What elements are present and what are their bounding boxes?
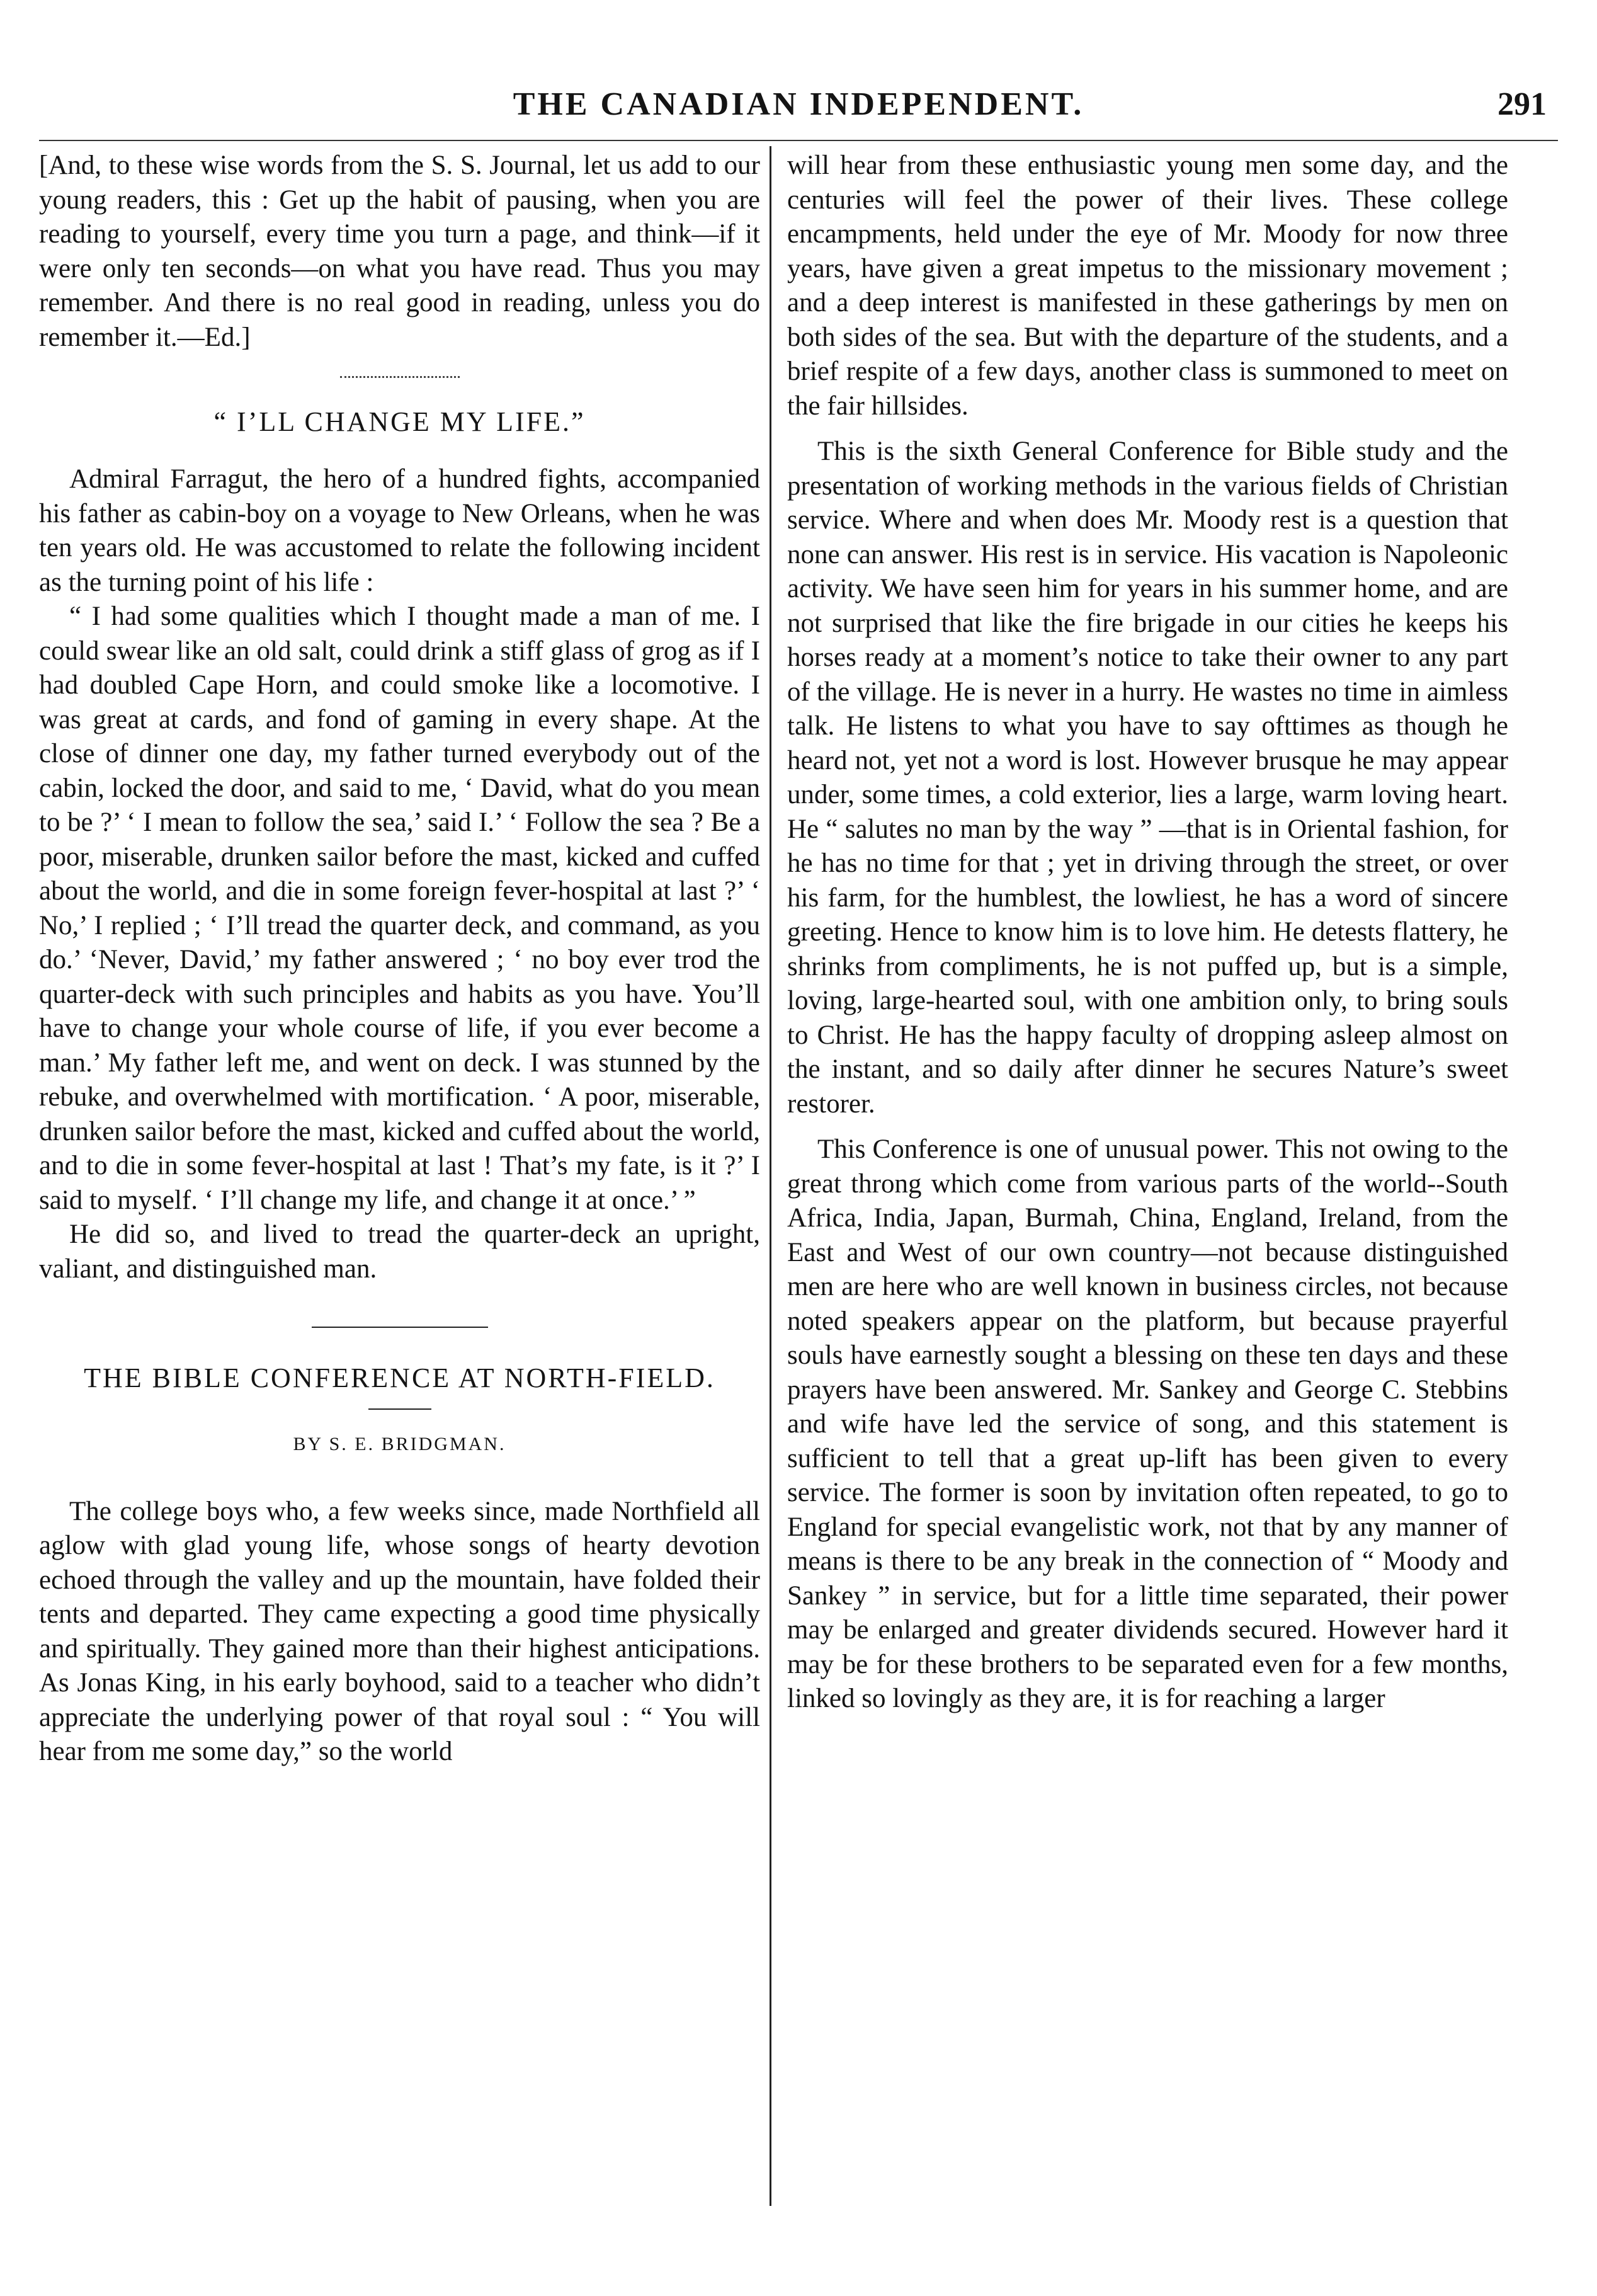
column-divider [770, 146, 771, 2206]
right-column [787, 149, 1508, 1716]
paragraph: The college boys who, a few weeks since, made Northfield all aglow with glad young life, whose songs of hearty devotion echoed through the valley and up the mountain, have folded their tents and departed. They came expecting a good time physically and spiritually. They gained more than their highest anticipations. As Jonas King, in his early boyhood, said to a teacher who didn’t appreciate the underlying power of that royal soul : “ You will hear from me some day,” so the world [39, 1496, 760, 1766]
left-column [39, 149, 760, 1769]
running-title: THE CANADIAN INDEPENDENT. [513, 86, 1084, 122]
paragraph: He did so, and lived to tread the quarter-deck an upright, valiant, and distinguished man. [39, 1219, 760, 1284]
paragraph: “ I had some qualities which I thought made a man of me. I could swear like an old salt, could drink a stiff glass of grog as if I had doubled Cape Horn, and could smoke like a locomotive. I was great at cards, and fond of gaming in every shape. At the close of dinner one day, my father turned everybody out of the cabin, locked the door, and said to me, ‘ David, what do you mean to be ?’ ‘ I mean to follow the sea,’ said I.’ ‘ Follow the sea ? Be a poor, miserable, drunken sailor before the mast, kicked and cuffed about the world, and die in some foreign fever-hospital at last ?’ ‘ No,’ I replied ; ‘ I’ll tread the quarter deck, and command, as you do.’ ‘Never, David,’ my father answered ; ‘ no boy ever trod the quarter-deck with such principles and habits as you have. You’ll have to change your whole course of life, if you ever become a man.’ My father left me, and went on deck. I was stunned by the rebuke, and overwhelmed with mortification. ‘ A poor, miserable, drunken sailor before the mast, kicked and cuffed about the world, and to die in some fever-hospital at last ! That’s my fate, is it ?’ I said to myself. ‘ I’ll change my life, and change it at once.’ ” [39, 602, 760, 1215]
paragraph: Admiral Farragut, the hero of a hundred fights, accompanied his father as cabin-boy on a voyage to New Orleans, when he was ten years old. He was accustomed to relate the following incident as the turning point of his life : [39, 464, 760, 597]
byline: BY S. E. BRIDGMAN. [293, 1434, 506, 1454]
paragraph: will hear from these enthusiastic young men some day, and the centuries will feel the power of their lives. These college encampments, held under the eye of Mr. Moody for now three years, have given a great impetus to the missionary movement ; and a deep interest is manifested in these gatherings by men on both sides of the sea. But with the departure of the students, and a brief respite of a few days, another class is summoned to meet on the fair hillsides. [787, 151, 1508, 421]
paragraph: This is the sixth General Conference for Bible study and the presentation of working methods in the various fields of Christian service. Where and when does Mr. Moody rest is a question that none can answer. His rest is in service. His vacation is Napoleonic activity. We have seen him for years in his summer home, and are not surprised that like the fire brigade in our cities he keeps his horses ready at a moment’s notice to take their owner to any part of the village. He is never in a hurry. He wastes no time in aimless talk. He listens to what you have to say ofttimes as though he heard not, yet not a word is lost. However brusque he may appear under, some times, a cold exterior, lies a large, warm loving heart. He “ salutes no man by the way ” —that is in Oriental fashion, for he has no time for that ; yet in driving through the street, or over his farm, for the humblest, the lowliest, he has a word of sincere greeting. Hence to know him is to love him. He detests flattery, he shrinks from compliments, he is not puffed up, but is a simple, loving, large-hearted soul, with one ambition only, to bring souls to Christ. He has the happy faculty of dropping asleep almost on the instant, and so daily after dinner he secures Nature’s sweet restorer. [787, 437, 1508, 1119]
header-rule [39, 140, 1558, 141]
page-header [38, 74, 1559, 131]
article-title-farragut: “ I’LL CHANGE MY LIFE.” [213, 406, 586, 437]
page-number: 291 [1498, 86, 1547, 122]
article-title-northfield: THE BIBLE CONFERENCE AT NORTH-FIELD. [84, 1362, 715, 1393]
editor-note: [And, to these wise words from the S. S. Journal, let us add to our young readers, this : Get up the habit of pausing, when you are reading to yourself, every time you turn a page, and think—if it were only ten seconds—on what you have read. Thus you may remember. And there is no real good in reading, unless you do remember it.—Ed.] [39, 151, 760, 352]
paragraph: This Conference is one of unusual power. This not owing to the great throng which come from various parts of the world--South Africa, India, Japan, Burmah, China, England, Ireland, from the East and West of our own country—not because distinguished men are here who are well known in business circles, not because noted speakers appear on the platform, but because prayerful souls have earnestly sought a blessing on these ten days and these prayers have been answered. Mr. Sankey and George C. Stebbins and wife have led the service of song, and this statement is sufficient to tell that a great up-lift has been given to every service. The former is soon by invitation often repeated, to go to England for special evangelistic work, not that by any manner of means is there to be any break in the connection of “ Moody and Sankey ” in service, but for a little time separated, their power may be enlarged and greater dividends secured. However hard it may be for these brothers to be separated even for a few months, linked so lovingly as they are, it is for reaching a larger [787, 1134, 1508, 1713]
